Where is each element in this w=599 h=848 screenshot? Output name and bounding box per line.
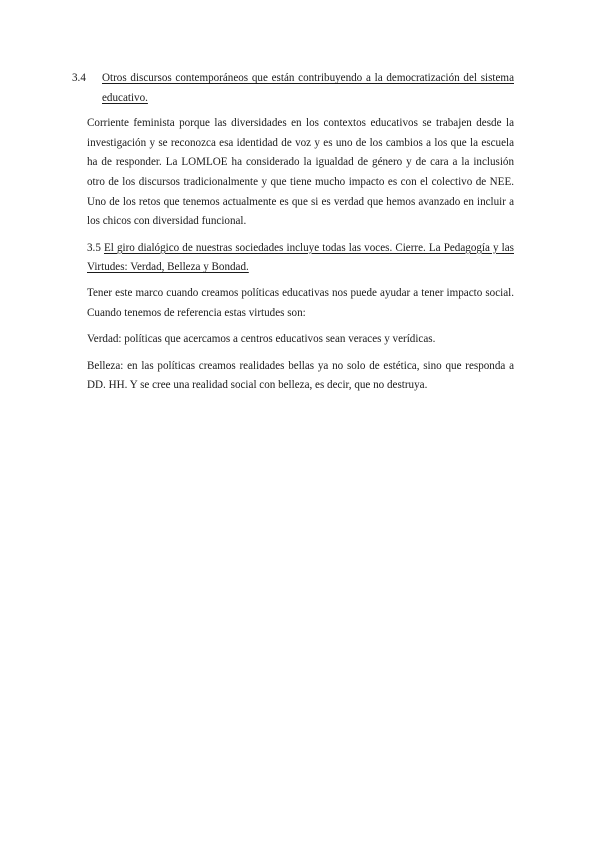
paragraph: Belleza: en las políticas creamos realidades bellas ya no solo de estética, sino que responda a DD. HH. Y se cree una realidad social con belleza, es decir, que no destruya.	[87, 359, 514, 392]
paragraph: Tener este marco cuando creamos políticas educativas nos puede ayudar a tener impacto social. Cuando tenemos de referencia estas virtudes son:	[87, 286, 514, 319]
paragraph: Corriente feminista porque las diversidades en los contextos educativos se trabajen desde la investigación y se reconozca esa identidad de voz y es uno de los cambios a los que la escuela ha de responder. La LOMLOE ha considerado la igualdad de género y de cara a la inclusión otro de los discursos tradicionalmente y que tiene mucho impacto es con el colectivo de NEE. Uno de los retos que tenemos actualmente es que si es verdad que hemos avanzado en incluir a los chicos con diversidad funcional.	[87, 117, 514, 228]
section-number: 3.4	[72, 72, 86, 84]
paragraph: Verdad: políticas que acercamos a centros educativos sean veraces y verídicas.	[87, 333, 436, 346]
section-title: El giro dialógico de nuestras sociedades incluye todas las voces. Cierre. La Pedagogía y las Virtudes: Verdad, Belleza y Bondad.	[87, 241, 514, 274]
document-body	[72, 69, 514, 403]
section-number: 3.5	[87, 241, 101, 254]
section-title: Otros discursos contemporáneos que están contribuyendo a la democratización del sistema educativo.	[102, 72, 514, 104]
section-heading-3-4	[72, 69, 514, 108]
section-heading-3-5	[87, 239, 514, 278]
